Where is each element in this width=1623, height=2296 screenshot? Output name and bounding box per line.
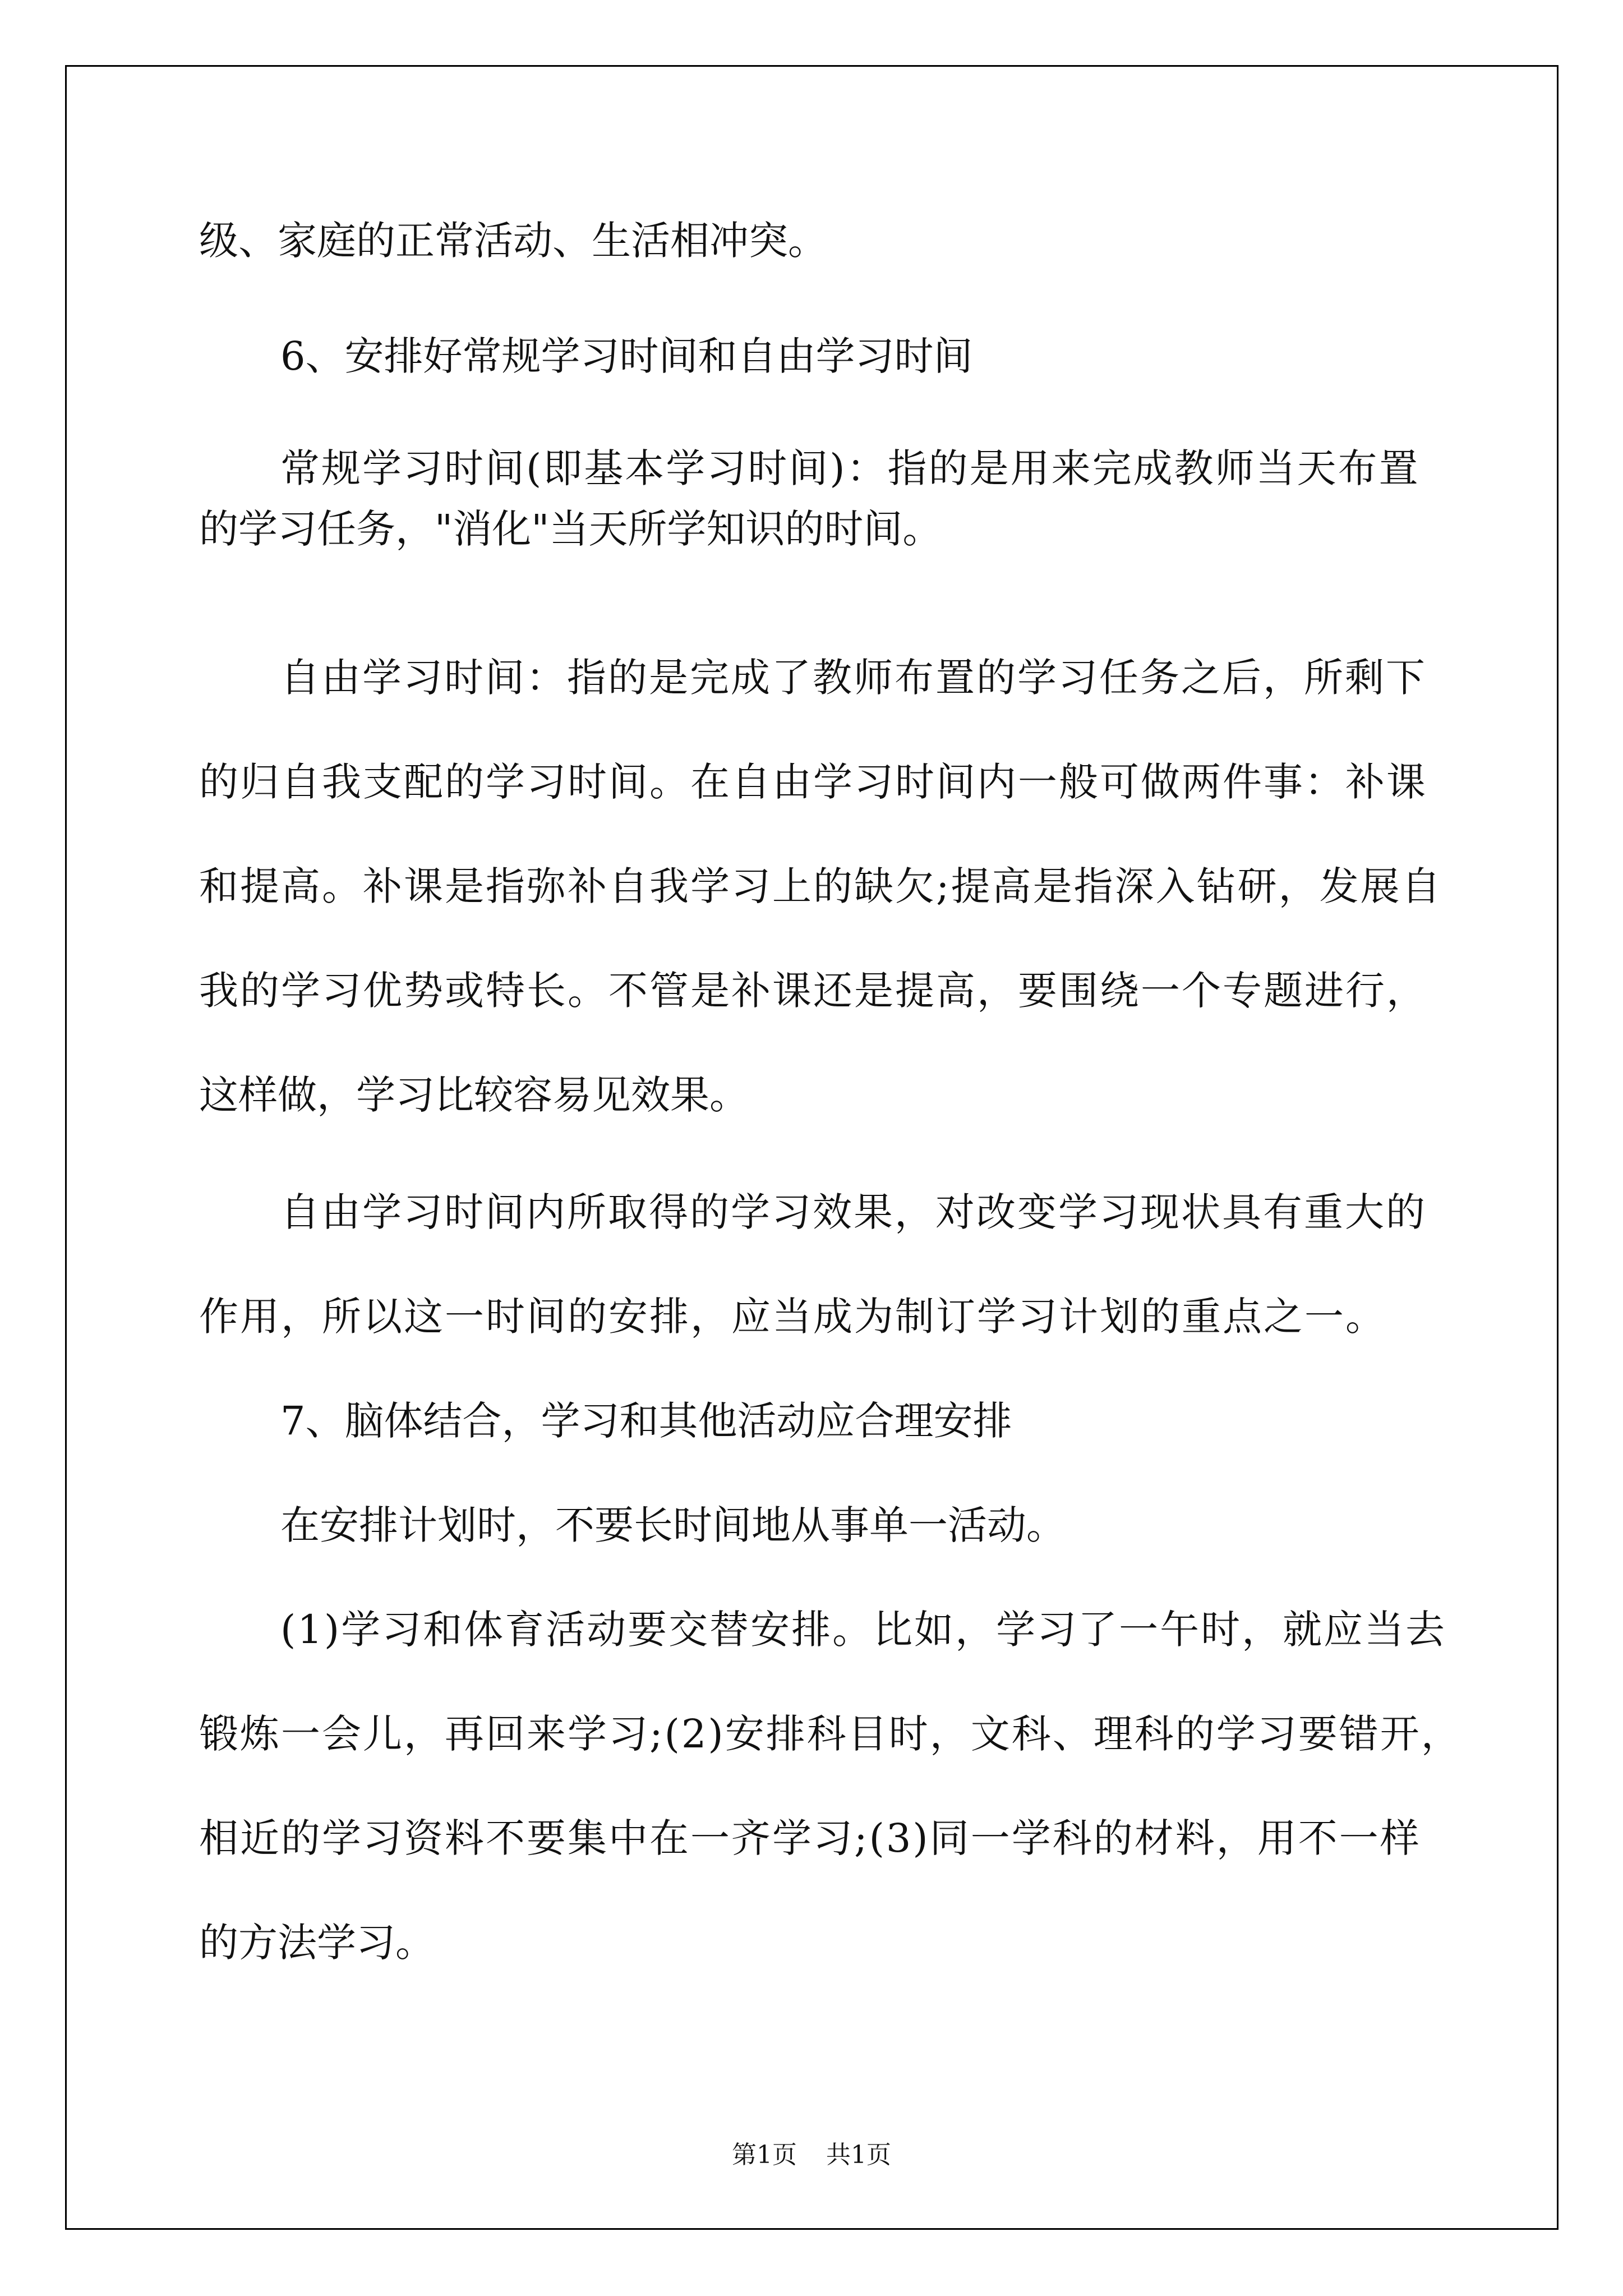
page-footer bbox=[0, 2139, 1623, 2171]
text-line: 这样做，学习比较容易见效果。 bbox=[199, 1072, 749, 1118]
text-line: 相近的学习资料不要集中在一齐学习;(3)同一学科的材料，用不一样 bbox=[199, 1815, 1421, 1861]
text-line: 自由学习时间内所取得的学习效果，对改变学习现状具有重大的 bbox=[280, 1189, 1427, 1235]
text-line: 和提高。补课是指弥补自我学习上的缺欠;提高是指深入钻研，发展自 bbox=[199, 863, 1442, 909]
text-line: 锻炼一会儿，再回来学习;(2)安排科目时，文科、理科的学习要错开， bbox=[199, 1711, 1462, 1757]
text-line: 的学习任务，"消化"当天所学知识的时间。 bbox=[199, 506, 942, 552]
text-line: 作用，所以这一时间的安排，应当成为制订学习计划的重点之一。 bbox=[199, 1294, 1386, 1340]
text-line: 的归自我支配的学习时间。在自由学习时间内一般可做两件事：补课 bbox=[199, 759, 1427, 805]
text-line: 我的学习优势或特长。不管是补课还是提高，要围绕一个专题进行， bbox=[199, 968, 1427, 1014]
text-line: 自由学习时间：指的是完成了教师布置的学习任务之后，所剩下 bbox=[280, 655, 1427, 701]
section-heading-6: 6、安排好常规学习时间和自由学习时间 bbox=[280, 333, 973, 379]
text-line: (1)学习和体育活动要交替安排。比如，学习了一午时，就应当去 bbox=[280, 1607, 1447, 1653]
text-line: 级、家庭的正常活动、生活相冲突。 bbox=[199, 218, 827, 264]
section-heading-7: 7、脑体结合，学习和其他活动应合理安排 bbox=[280, 1398, 1012, 1444]
text-line: 常规学习时间(即基本学习时间)：指的是用来完成教师当天布置 bbox=[280, 445, 1420, 491]
text-line: 在安排计划时，不要长时间地从事单一活动。 bbox=[280, 1502, 1066, 1548]
text-line: 的方法学习。 bbox=[199, 1920, 435, 1966]
page-number-total: 共1页 bbox=[826, 2141, 891, 2169]
page-border bbox=[65, 65, 1559, 2230]
page-number-current: 第1页 bbox=[732, 2141, 797, 2169]
